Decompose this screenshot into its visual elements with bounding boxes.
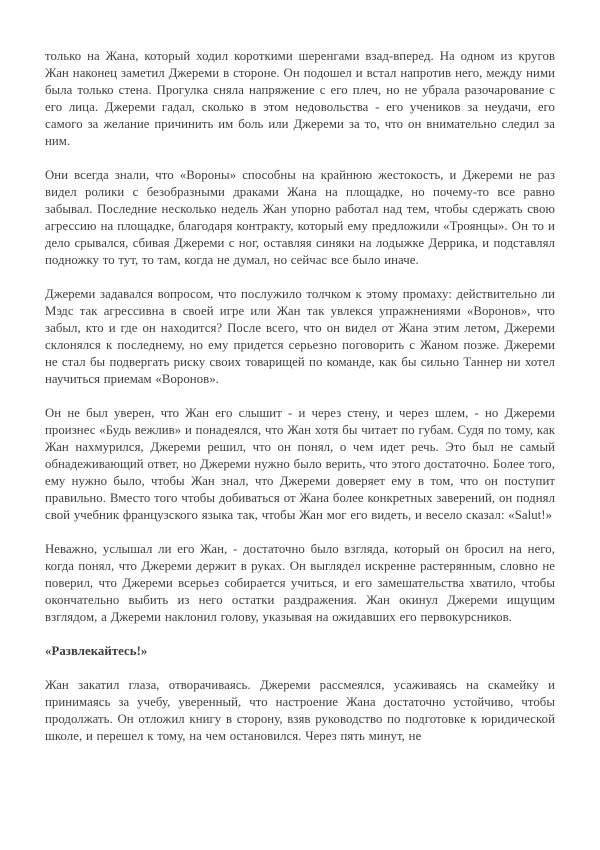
paragraph: Он не был уверен, что Жан его слышит - и через стену, и через шлем, - но Джереми произнес «Будь вежлив» и понадеялся, что Жан хотя бы читает по губам. Судя по тому, как Жан нахмурился, Джереми решил, что он понял, о чем идет речь. Это был не самый обнадеживающий ответ, но Джереми нужно было верить, что этого достаточно. Более того, ему нужно было, чтобы Жан знал, что Джереми доверяет ему в том, что он поступит правильно. Вместо того чтобы добиваться от Жана более конкретных заверений, он поднял свой учебник французского языка так, чтобы Жан мог его видеть, и весело сказал: «Salut!» — [45, 406, 555, 522]
paragraph: только на Жана, который ходил короткими шеренгами взад-вперед. На одном из кругов Жан наконец заметил Джереми в стороне. Он подошел и встал напротив него, между ними была только стена. Прогулка сняла напряжение с его плеч, но не убрала разочарование с его лица. Джереми гадал, сколько в этом недовольства - его учеников за неудачи, его самого за желание причинить им боль или Джереми за то, что он внимательно следил за ним. — [45, 49, 555, 148]
paragraph: Жан закатил глаза, отворачиваясь. Джереми рассмеялся, усаживаясь на скамейку и принимаясь за учебу, уверенный, что настроение Жана достаточно устойчиво, чтобы продолжать. Он отложил книгу в сторону, взяв руководство по подготовке к юридической школе, и перешел к тому, на чем остановился. Через пять минут, не — [45, 678, 555, 743]
paragraph: Они всегда знали, что «Вороны» способны на крайнюю жестокость, и Джереми не раз видел ролики с безобразными драками Жана на площадке, но почему-то все равно забывал. Последние несколько недель Жан упорно работал над тем, чтобы сдержать свою агрессию на площадке, благодаря контракту, который ему предложили «Троянцы». Он то и дело срывался, сбивая Джереми с ног, оставляя синяки на лодыжке Деррика, и подставлял подножку то тут, то там, когда не думал, но сейчас все было иначе. — [45, 168, 555, 267]
paragraph: Неважно, услышал ли его Жан, - достаточно было взгляда, который он бросил на него, когда понял, что Джереми держит в руках. Он выглядел искренне растерянным, словно не поверил, что Джереми всерьез собирается учиться, и его замешательства хватило, чтобы окончательно выбить из него остатки раздражения. Жан окинул Джереми ищущим взглядом, а Джереми наклонил голову, указывая на ожидавших его первокурсников. — [45, 542, 555, 624]
paragraph: Джереми задавался вопросом, что послужило толчком к этому промаху: действительно ли Мэдс так агрессивна в своей игре или Жан так увлекся упражнениями «Воронов», что забыл, кто и где он находится? После всего, что он видел от Жана этим летом, Джереми склонялся к последнему, но ему придется серьезно поговорить с Жаном позже. Джереми не стал бы подвергать риску своих товарищей по команде, как бы сильно Таннер ни хотел научиться приемам «Воронов». — [45, 287, 555, 386]
paragraph-dialogue-bold: «Развлекайтесь!» — [45, 644, 148, 658]
